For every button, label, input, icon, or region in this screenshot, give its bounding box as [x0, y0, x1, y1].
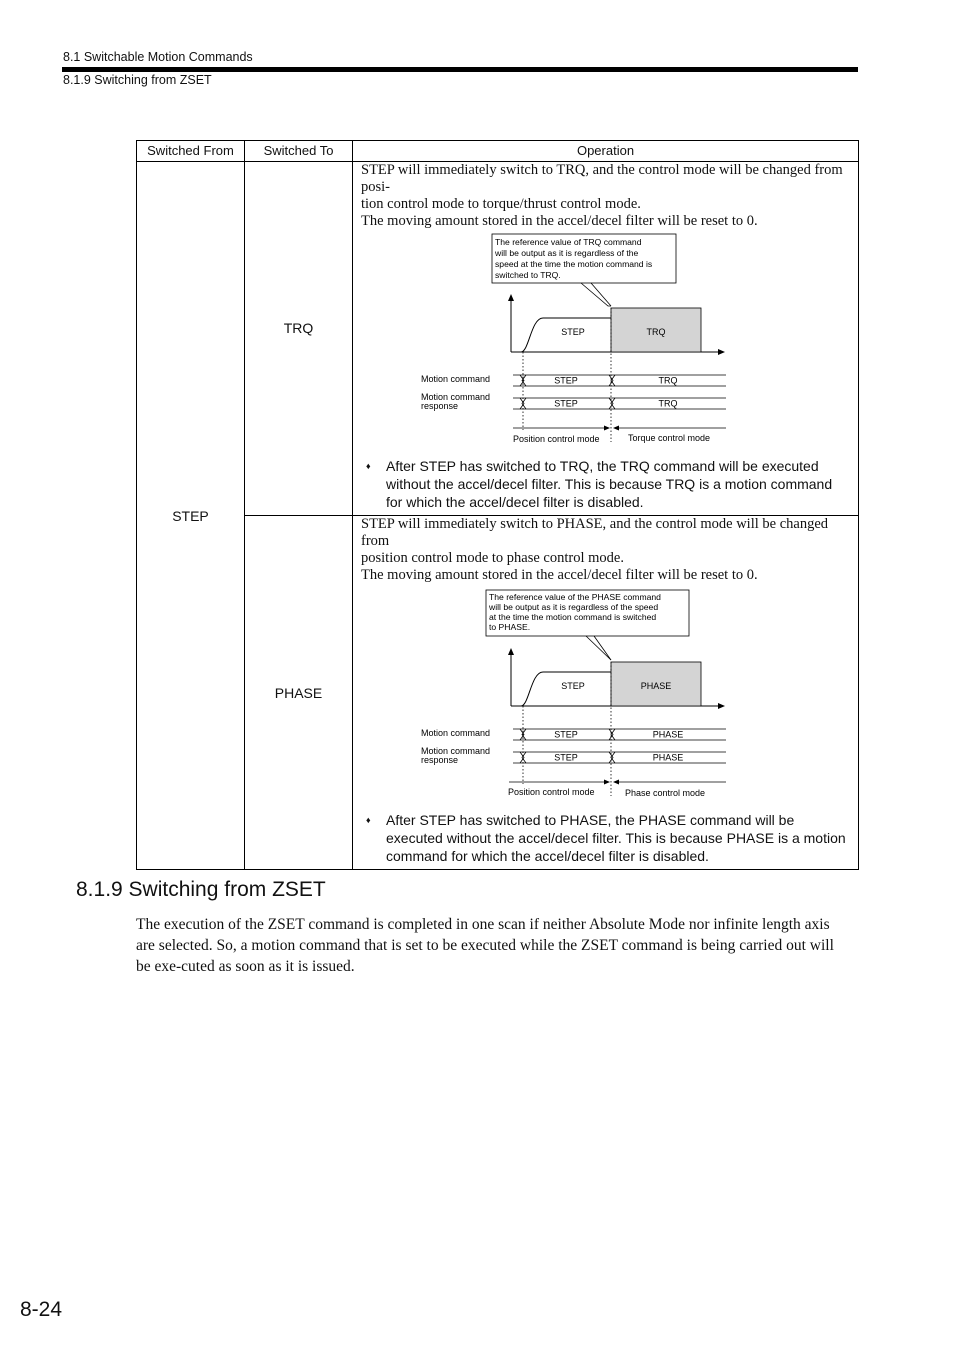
operation-cell-phase [353, 516, 859, 870]
motion-command-label: Motion command [421, 374, 491, 384]
column-header-switched-to: Switched To [245, 141, 353, 162]
x-axis-arrow [718, 703, 725, 709]
response-target: TRQ [658, 398, 678, 409]
operation-text-phase [361, 516, 850, 584]
graph-target-label: PHASE [640, 681, 672, 691]
callout-line: at the time the motion command is switched [489, 612, 657, 622]
column-header-operation: Operation [353, 141, 859, 162]
mode-left-label: Position control mode [508, 787, 595, 797]
callout-line: will be output as it is regardless of the speed [489, 602, 659, 612]
switched-from-label: STEP [172, 507, 209, 524]
response-step: STEP [554, 752, 578, 763]
motion-command-label: Motion command [421, 728, 491, 738]
mode-right-label: Phase control mode [625, 788, 706, 798]
callout-leader [581, 283, 611, 306]
bullet-note-phase [361, 811, 850, 865]
running-header-section: 8.1 Switchable Motion Commands [63, 50, 253, 64]
switched-from-cell [137, 162, 245, 870]
operation-line: STEP will immediately switch to PHASE, and the control mode will be changed from [361, 516, 829, 549]
running-header-subsection: 8.1.9 Switching from ZSET [63, 73, 212, 87]
callout-line: switched to TRQ. [495, 270, 561, 280]
response-step: STEP [554, 398, 578, 409]
bullet-icon: ♦ [366, 815, 371, 825]
section-title: 8.1.9 Switching from ZSET [76, 878, 326, 901]
operation-line: STEP will immediately switch to TRQ, and the control mode will be changed from posi- [361, 162, 843, 195]
operation-line: The moving amount stored in the accel/decel filter will be reset to 0. [361, 213, 758, 229]
motion-command-target: PHASE [652, 729, 684, 740]
operation-line: tion control mode to torque/thrust control mode. [361, 196, 641, 212]
y-axis-arrow [508, 648, 514, 655]
response-target: PHASE [652, 752, 684, 763]
switched-to-cell-phase [245, 516, 353, 870]
callout-line: The reference value of TRQ command [495, 237, 642, 247]
switching-table [136, 140, 859, 870]
section-body: The execution of the ZSET command is completed in one scan if neither Absolute Mode nor infinite length axis are selected. So, a motion command that is set to be executed while the ZSET command is being carried out will be exe-cuted as soon as it is issued. [136, 916, 834, 975]
table-row-trq [137, 162, 859, 516]
motion-command-step: STEP [554, 375, 578, 386]
timing-diagram-trq [361, 230, 851, 455]
column-header-switched-from: Switched From [137, 141, 245, 162]
bullet-text: After STEP has switched to PHASE, the PHASE command will be executed without the accel/decel filter. This is because PHASE is a motion command for which the accel/decel filter is disabled. [386, 812, 846, 864]
response-label: Motion command [421, 392, 491, 402]
graph-step-label: STEP [561, 327, 585, 337]
bullet-icon: ♦ [366, 461, 371, 471]
switched-to-label-phase: PHASE [274, 684, 323, 701]
timing-diagram-phase [361, 584, 851, 809]
switched-to-cell-trq [245, 162, 353, 516]
bullet-note-trq [361, 457, 850, 511]
mode-left-label: Position control mode [513, 434, 600, 444]
bullet-text: After STEP has switched to TRQ, the TRQ command will be executed without the accel/decel filter. This is because TRQ is a motion command for which the accel/decel filter is disabled. [386, 458, 833, 510]
page-number: 8-24 [20, 1298, 63, 1321]
operation-line: The moving amount stored in the accel/decel filter will be reset to 0. [361, 567, 758, 583]
callout-line: to PHASE. [489, 622, 531, 632]
response-label: response [421, 755, 459, 765]
graph-step-label: STEP [561, 681, 585, 691]
table-row-phase [137, 516, 859, 870]
table-header-row [137, 141, 859, 162]
response-label: Motion command [421, 746, 491, 756]
callout-line: speed at the time the motion command is [495, 259, 653, 269]
operation-text-trq [361, 162, 850, 230]
callout-line: The reference value of the PHASE command [489, 592, 661, 602]
x-axis-arrow [718, 349, 725, 355]
callout-line: will be output as it is regardless of the [495, 248, 639, 258]
response-label: response [421, 401, 459, 411]
operation-line: position control mode to phase control mode. [361, 550, 624, 566]
motion-command-step: STEP [554, 729, 578, 740]
callout-leader [586, 636, 611, 660]
motion-command-target: TRQ [658, 375, 678, 386]
mode-right-label: Torque control mode [628, 433, 711, 443]
header-rule [62, 67, 858, 72]
y-axis-arrow [508, 294, 514, 301]
graph-target-label: TRQ [646, 327, 666, 337]
operation-cell-trq [353, 162, 859, 516]
switched-to-label-trq: TRQ [283, 320, 314, 336]
